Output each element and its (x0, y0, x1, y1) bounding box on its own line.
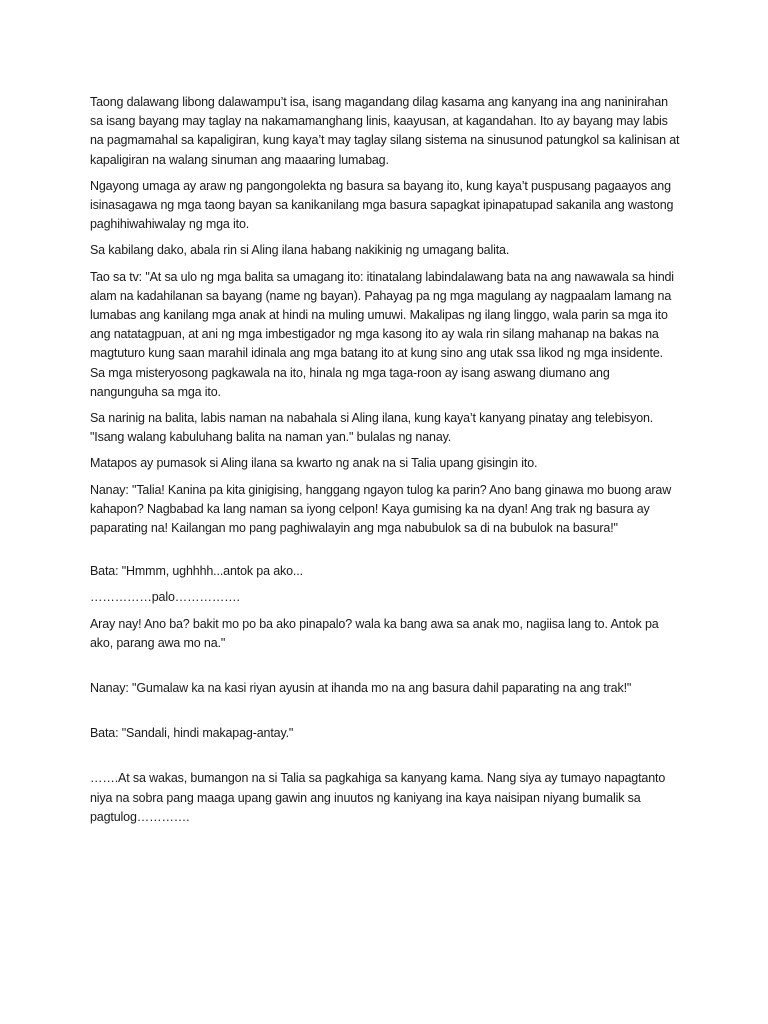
paragraph-intro: Taong dalawang libong dalawampu’t isa, isang magandang dilag kasama ang kanyang ina ang naninirahan sa isang bayang may taglay na nakamamanghang linis, kaayusan, at kagandahan. Ito ay bayang may labis na pagmamahal sa kapaligiran, kung kaya’t may taglay silang sistema na sinusunod patungkol sa kalinisan at kapaligiran na walang sinuman ang maaaring lumabag. (90, 95, 680, 167)
paragraph-aling-ilana: Sa kabilang dako, abala rin si Aling ilana habang nakikinig ng umagang balita. (90, 243, 510, 258)
paragraph-ending: …….At sa wakas, bumangon na si Talia sa pagkahiga sa kanyang kama. Nang siya ay tumayo napagtanto niya na sobra pang maaga upang gawin ang inuutos ng kaniyang ina kaya naisipan niyang bumalik sa pagtulog…………. (90, 771, 666, 824)
paragraph-bata-sandali: Bata: "Sandali, hindi makapag-antay." (90, 726, 294, 741)
paragraph-bata-sleepy: Bata: "Hmmm, ughhhh...antok pa ako... (90, 564, 303, 579)
paragraph-reaction: Sa narinig na balita, labis naman na nabahala si Aling ilana, kung kaya’t kanyang pinatay ang telebisyon. "Isang walang kabuluhang balita na naman yan." bulalas ng nanay. (90, 411, 654, 445)
paragraph-enters-room: Matapos ay pumasok si Aling ilana sa kwarto ng anak na si Talia upang gisingin ito. (90, 456, 538, 471)
paragraph-nanay-wakeup: Nanay: "Talia! Kanina pa kita ginigising, hanggang ngayon tulog ka parin? Ano bang ginawa mo buong araw kahapon? Nagbabad ka lang naman sa iyong celpon! Kaya gumising ka na dyan! Ang trak ng basura ay paparating na! Kailangan mo pang paghiwalayin ang mga nabubulok sa di na bubulok na basura!" (90, 482, 672, 536)
document-body (90, 93, 680, 827)
paragraph-tv-news: Tao sa tv: "At sa ulo ng mga balita sa umagang ito: itinatalang labindalawang bata na ang nawawala sa hindi alam na kadahilanan sa bayang (name ng bayan). Pahayag pa ng mga magulang ay nagpaalam lamang na lumabas ang kanilang mga anak at hindi na muling umuwi. Makalipas ng ilang linggo, wala parin sa mga ito ang natatagpuan, at ani ng mga imbestigador ng mga kasong ito ay wala rin silang mahanap na bakas na magtuturo kung saan marahil idinala ang mga batang ito at kung sino ang utak ssa likod ng mga insidente. Sa mga misteryosong pagkawala na ito, hinala ng mga taga-roon ay isang aswang diumano ang nangunguha sa mga ito. (90, 269, 674, 399)
paragraph-palo: ……………palo……………. (90, 590, 240, 605)
paragraph-collection-day: Ngayong umaga ay araw ng pangongolekta ng basura sa bayang ito, kung kaya’t puspusang pagaayos ang isinasagawa ng mga taong bayan sa kanikanilang mga basura sapagkat ipinapatupad sakanila ang wastong paghihiwahiwalay ng mga ito. (90, 178, 674, 232)
paragraph-aray: Aray nay! Ano ba? bakit mo po ba ako pinapalo? wala ka bang awa sa anak mo, nagiisa lang to. Antok pa ako, parang awa mo na." (90, 616, 659, 650)
paragraph-nanay-trak: Nanay: "Gumalaw ka na kasi riyan ayusin at ihanda mo na ang basura dahil paparating na ang trak!" (90, 681, 632, 696)
